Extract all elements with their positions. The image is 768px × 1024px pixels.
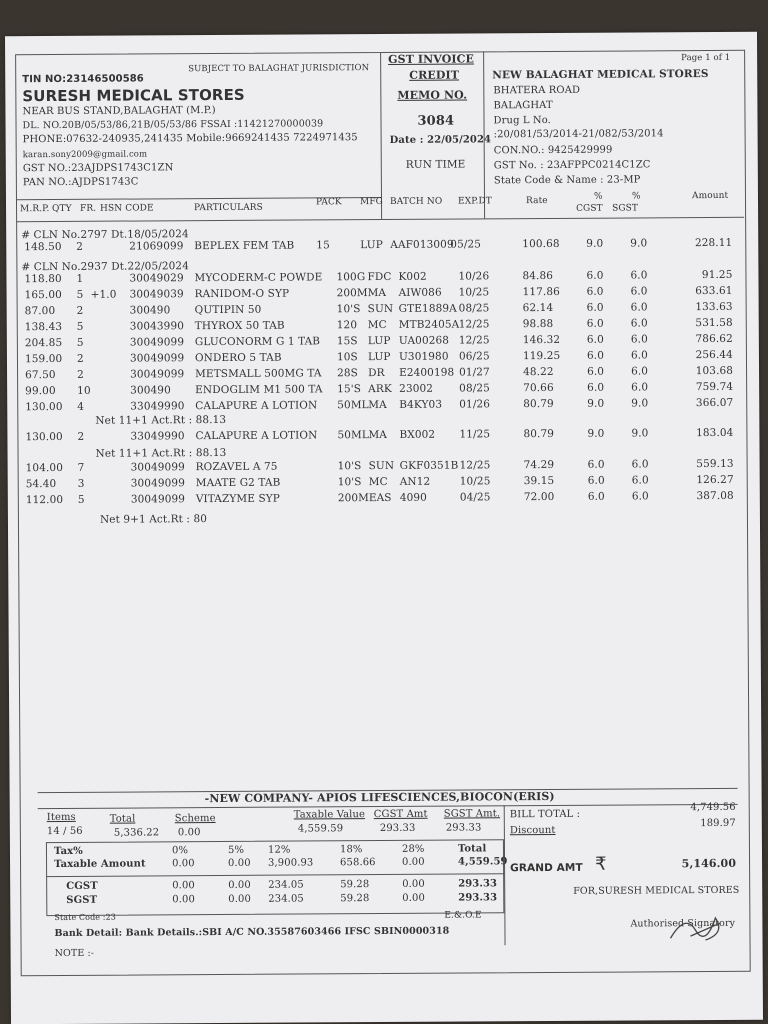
cell-exp: 12/25 — [458, 334, 490, 347]
cell-mfg: LUP — [367, 350, 391, 364]
cell-cgst: 9.0 — [587, 427, 605, 440]
cell-pack: 50ML — [337, 429, 369, 442]
cell-cgst: 6.0 — [587, 490, 605, 503]
cell-mrp: 204.85 — [24, 336, 63, 350]
cell-mrp: 99.00 — [25, 385, 56, 398]
cell-amount: 133.63 — [695, 300, 733, 314]
bank-detail: Bank Detail: Bank Details.:SBI A/C NO.35587603466 IFSC SBIN0000318 — [54, 925, 450, 940]
cell-qty: 5 — [76, 336, 84, 349]
cell-mrp: 138.43 — [24, 320, 63, 334]
cell-amount: 256.44 — [695, 348, 733, 362]
col-hsn: HSN CODE — [100, 203, 154, 214]
cell-hsn: 30049039 — [129, 288, 184, 301]
cell-name: GLUCONORM G 1 TAB — [194, 335, 321, 349]
cell-batch: UA00268 — [398, 334, 450, 347]
net-rate-note-1: Net 11+1 Act.Rt : 88.13 — [95, 413, 227, 427]
tax-rate-cell: 12% — [267, 844, 291, 856]
cell-exp: 10/26 — [458, 270, 490, 283]
cell-cgst: 6.0 — [587, 381, 605, 394]
cell-name: CALAPURE A LOTION — [195, 429, 318, 443]
cell-sgst: 6.0 — [630, 269, 648, 282]
cell-sgst: 9.0 — [631, 427, 649, 440]
eoe: E.&.O.E — [444, 910, 482, 921]
cell-batch: GKF0351B — [399, 459, 459, 472]
state-code: State Code & Name : 23-MP — [493, 174, 641, 187]
cell-qty: 5 — [77, 493, 85, 506]
col-qty: QTY — [52, 203, 72, 215]
cgst-amt: 293.33 — [379, 822, 416, 835]
cell-pack: 15S — [336, 335, 358, 348]
contact-number: CON.NO.: 9425429999 — [493, 144, 613, 157]
label-grand-amount: GRAND AMT — [510, 861, 583, 875]
cell-pack: 200M — [337, 492, 370, 505]
cell-pack: 200M — [336, 287, 368, 300]
tax-sgst-cell: 234.05 — [268, 893, 304, 905]
cell-pack: 15'S — [337, 383, 362, 396]
cell-cgst: 6.0 — [586, 285, 604, 298]
scheme-value: 0.00 — [177, 827, 201, 839]
cell-batch: 4090 — [399, 491, 427, 504]
tax-rate-cell: Total — [457, 843, 487, 855]
label-cgst-amt: CGST Amt — [373, 808, 428, 821]
invoice-paper — [5, 32, 763, 1024]
cell-exp: 06/25 — [458, 350, 490, 363]
seller-address: NEAR BUS STAND,BALAGHAT (M.P.) — [22, 105, 216, 118]
gst-number: GST NO.:23AJDPS1743C1ZN — [22, 162, 174, 175]
cell-sgst: 6.0 — [630, 285, 648, 298]
cell-amount: 366.07 — [695, 396, 734, 410]
cell-name: RANIDOM-O SYP — [194, 287, 290, 301]
credit-label: CREDIT — [409, 68, 460, 82]
cell-name: METSMALL 500MG TA — [195, 367, 322, 381]
tax-rate-cell: 0% — [171, 845, 189, 857]
label-total: Total — [109, 813, 136, 825]
note-label: NOTE :- — [54, 947, 95, 960]
tax-taxable-cell: 3,900.93 — [268, 857, 314, 869]
cell-pack: 100G — [336, 271, 366, 284]
cell-exp: 10/25 — [458, 286, 490, 299]
cell-mrp: 54.40 — [25, 478, 57, 491]
cell-exp: 11/25 — [459, 428, 491, 441]
cell-hsn: 30049099 — [130, 461, 185, 474]
col-fr: FR. — [80, 203, 97, 214]
cell-mrp: 104.00 — [25, 461, 64, 475]
cell-mfg: MA — [367, 286, 387, 300]
cell-amount: 183.04 — [696, 426, 734, 440]
cell-pack: 10'S — [337, 460, 362, 473]
cell-mrp: 130.00 — [25, 400, 63, 414]
cell-rate: 98.88 — [522, 317, 554, 331]
label-bill-total: BILL TOTAL : — [509, 808, 581, 821]
cell-mfg: EAS — [368, 491, 392, 505]
cell-mfg: LUP — [367, 334, 391, 348]
cell-name: THYROX 50 TAB — [194, 319, 285, 333]
cell-hsn: 30049099 — [130, 477, 186, 490]
challan-2: # CLN No.2937 Dt.22/05/2024 — [21, 260, 190, 274]
cell-qty: 2 — [76, 352, 84, 365]
col-amount: Amount — [691, 190, 729, 202]
cell-mfg: DR — [368, 366, 385, 380]
cell-rate: 62.14 — [522, 301, 554, 315]
tax-cgst-cell: 59.28 — [340, 879, 370, 891]
cell-sgst: 6.0 — [631, 474, 649, 487]
cell-qty: 4 — [77, 400, 85, 413]
cell-mfg: SUN — [367, 302, 394, 316]
tax-taxable-cell: 4,559.59 — [458, 856, 508, 868]
cell-hsn: 30049099 — [130, 368, 185, 381]
total-value: 5,336.22 — [113, 827, 160, 839]
cell-pack: 50ML — [337, 399, 369, 412]
phone: PHONE:07632-240935,241435 Mobile:9669241435 7224971435 — [22, 132, 358, 146]
signature-scribble — [665, 908, 735, 948]
cell-exp: 12/25 — [458, 318, 490, 331]
cell-name: ROZAVEL A 75 — [195, 460, 278, 474]
cell-cgst: 6.0 — [587, 474, 605, 487]
tax-sgst-cell: 293.33 — [458, 892, 498, 904]
col-pack: PACK — [315, 197, 342, 208]
cell-sgst: 6.0 — [631, 365, 649, 378]
cell-cgst: 6.0 — [586, 349, 604, 362]
cell-rate: 48.22 — [523, 365, 554, 379]
cell-batch: MTB2405A — [398, 318, 460, 331]
cell-batch: U301980 — [398, 350, 449, 363]
cell-rate: 117.86 — [522, 285, 560, 299]
cell-name: ENDOGLIM M1 500 TA — [195, 383, 323, 397]
cell-amount: 387.08 — [696, 489, 734, 503]
tax-cgst-cell: 234.05 — [268, 879, 304, 891]
bill-total: 4,749.56 — [690, 801, 736, 814]
tin-number: TIN NO:23146500586 — [22, 73, 144, 86]
tax-rate-cell: 28% — [401, 843, 425, 855]
cell-mfg: MA — [368, 428, 388, 442]
cell-sgst: 6.0 — [631, 381, 649, 394]
col-cgst: CGST — [576, 203, 603, 214]
rupee-icon: ₹ — [594, 853, 607, 875]
tax-cgst-cell: 0.00 — [402, 878, 425, 890]
cell-rate: 39.15 — [523, 474, 555, 488]
cell-amount: 786.62 — [695, 332, 733, 346]
label-taxable: Taxable Value — [293, 809, 366, 821]
tax-cgst-cell: 293.33 — [458, 878, 498, 890]
cell-cgst: 6.0 — [587, 458, 605, 471]
cell-rate: 119.25 — [522, 349, 561, 363]
tax-taxable-cell: 0.00 — [402, 856, 425, 868]
label-sgst-amt: SGST Amt. — [443, 808, 501, 820]
cell-name: ONDERO 5 TAB — [194, 351, 282, 365]
cell-hsn: 33049990 — [130, 430, 185, 443]
cell-rate: 84.86 — [522, 269, 554, 283]
for-seller: FOR,SURESH MEDICAL STORES — [573, 884, 740, 897]
tax-rate-cell: 18% — [339, 844, 363, 856]
cell-name: CALAPURE A LOTION — [195, 399, 318, 413]
cell-pack: 28S — [337, 367, 358, 380]
cgst-row-label: CGST — [66, 880, 98, 892]
cell-sgst: 6.0 — [631, 490, 649, 503]
buyer-address-1: BHATERA ROAD — [493, 84, 581, 97]
cell-name: MYCODERM-C POWDE — [194, 271, 323, 285]
cell-hsn: 30049099 — [129, 352, 185, 365]
discount: 189.97 — [700, 817, 736, 830]
cell-exp: 04/25 — [459, 491, 491, 504]
cell-batch: AN12 — [399, 475, 431, 488]
col-cgst-pct: % — [593, 191, 603, 202]
col-particulars: PARTICULARS — [194, 202, 263, 214]
cell-free: +1.0 — [90, 288, 117, 301]
cell-exp: 01/27 — [459, 366, 490, 379]
company-note: -NEW COMPANY- APIOS LIFESCIENCES,BIOCON(ERIS) — [204, 789, 555, 806]
footer-state-code: State Code :23 — [54, 912, 116, 923]
col-sgst: SGST — [612, 203, 639, 214]
cell-name: VITAZYME SYP — [195, 492, 280, 506]
cell-exp: 12/25 — [459, 459, 491, 472]
cell-mfg: SUN — [368, 459, 395, 473]
cell-amount: 531.58 — [695, 316, 733, 330]
cell-amount: 126.27 — [696, 473, 734, 487]
cell-mrp: 165.00 — [24, 288, 62, 302]
cell-exp: 01/26 — [459, 398, 491, 411]
cell-amount: 633.61 — [695, 284, 733, 298]
jurisdiction: SUBJECT TO BALAGHAT JURISDICTION — [188, 63, 370, 75]
cell-qty: 5 — [76, 288, 84, 301]
cell-qty: 2 — [76, 304, 84, 317]
cell-mfg: ARK — [368, 382, 392, 396]
cell-sgst: 6.0 — [631, 458, 649, 471]
cell-hsn: 300490 — [130, 384, 171, 397]
cell-rate: 74.29 — [523, 458, 555, 472]
col-sgst-pct: % — [631, 191, 641, 202]
cell-mfg: FDC — [367, 270, 392, 284]
run-time-label: RUN TIME — [405, 158, 466, 171]
cell-hsn: 33049990 — [130, 400, 185, 413]
cell-exp: 08/25 — [458, 302, 490, 315]
table-row: 148.50 2 21069099 BEPLEX FEM TAB 15 LUP AAF013009 05/25 100.68 9.0 9.0 228.11 — [24, 236, 733, 254]
cell-cgst: 6.0 — [586, 269, 604, 282]
cell-qty: 7 — [77, 461, 85, 474]
cell-exp: 08/25 — [459, 382, 490, 395]
cell-cgst: 6.0 — [586, 301, 604, 314]
cell-cgst: 6.0 — [586, 317, 604, 330]
label-items: Items — [46, 811, 76, 824]
cell-hsn: 30049099 — [130, 493, 186, 506]
cell-mrp: 159.00 — [24, 352, 63, 366]
cell-amount: 103.68 — [695, 364, 734, 378]
cell-pack: 120 — [336, 319, 358, 332]
tax-sgst-cell: 0.00 — [402, 892, 425, 904]
cell-cgst: 9.0 — [587, 397, 605, 410]
cell-name: QUTIPIN 50 — [194, 303, 262, 317]
tax-taxable-cell: 658.66 — [340, 857, 376, 869]
tax-sgst-cell: 0.00 — [172, 894, 195, 906]
invoice-type: GST INVOICE — [388, 52, 475, 66]
taxable-value: 4,559.59 — [297, 823, 344, 835]
cell-rate: 80.79 — [523, 427, 555, 441]
net-rate-note-3: Net 9+1 Act.Rt : 80 — [99, 513, 208, 526]
cell-batch: BX002 — [399, 428, 436, 441]
tax-cgst-cell: 0.00 — [172, 880, 195, 892]
cell-mfg: MA — [368, 398, 387, 412]
label-discount: Discount — [509, 824, 556, 837]
cell-batch: K002 — [398, 270, 427, 283]
cell-sgst: 9.0 — [631, 397, 649, 410]
challan-1: # CLN No.2797 Dt.18/05/2024 — [21, 228, 189, 242]
sgst-row-label: SGST — [66, 894, 98, 906]
dl-number: DL. NO.20B/05/53/86,21B/05/53/86 FSSAI :11421270000039 — [22, 118, 324, 132]
seller-name: SURESH MEDICAL STORES — [22, 85, 245, 106]
col-exp: EXP.DT — [457, 196, 492, 207]
col-batch: BATCH NO — [389, 196, 443, 207]
tax-sgst-cell: 0.00 — [228, 893, 251, 905]
email: karan.sony2009@gmail.com — [22, 149, 148, 161]
drug-license-number: :20/081/53/2014-21/082/53/2014 — [493, 128, 664, 141]
sgst-amt: 293.33 — [445, 822, 482, 834]
cell-hsn: 30049029 — [129, 272, 184, 285]
pan-number: PAN NO.:AJDPS1743C — [22, 176, 139, 189]
tax-taxable-cell: 0.00 — [228, 857, 251, 869]
cell-mrp: 130.00 — [25, 430, 63, 444]
invoice-date: Date : 22/05/2024 — [389, 134, 492, 146]
buyer-gst: GST No. : 23AFPPC0214C1ZC — [493, 159, 651, 172]
cell-cgst: 6.0 — [587, 365, 605, 378]
cell-sgst: 6.0 — [630, 349, 648, 362]
cell-sgst: 6.0 — [630, 317, 648, 330]
col-rate: Rate — [525, 195, 548, 207]
tax-taxable-cell: 0.00 — [172, 858, 195, 870]
tax-rate-cell: 5% — [227, 844, 245, 856]
cell-batch: B4KY03 — [399, 398, 443, 411]
cell-sgst: 6.0 — [630, 301, 648, 314]
cell-hsn: 30043990 — [129, 320, 185, 333]
page-indicator: Page 1 of 1 — [681, 52, 731, 64]
cell-rate: 146.32 — [522, 333, 561, 347]
cell-qty: 2 — [77, 430, 85, 443]
cell-cgst: 6.0 — [586, 333, 604, 346]
cell-qty: 3 — [77, 477, 85, 490]
cell-pack: 10'S — [336, 303, 361, 316]
cell-qty: 10 — [77, 384, 91, 397]
items-count: 14 / 56 — [46, 825, 83, 838]
cell-qty: 2 — [77, 368, 84, 381]
cell-mfg: MC — [367, 318, 387, 332]
cell-mrp: 118.80 — [24, 272, 62, 286]
net-rate-note-2: Net 11+1 Act.Rt : 88.13 — [95, 446, 227, 460]
cell-rate: 72.00 — [523, 490, 555, 504]
label-scheme: Scheme — [174, 813, 216, 825]
cell-exp: 10/25 — [459, 475, 491, 488]
col-mfg: MFG — [359, 197, 383, 208]
cell-mfg: MC — [368, 475, 388, 489]
cell-amount: 559.13 — [696, 457, 734, 471]
cell-rate: 70.66 — [523, 381, 554, 395]
buyer-name: NEW BALAGHAT MEDICAL STORES — [492, 68, 709, 82]
cell-batch: E2400198 — [399, 366, 455, 379]
cell-batch: GTE1889A — [398, 302, 457, 315]
drug-license-label: Drug L No. — [493, 114, 551, 127]
cell-name: MAATE G2 TAB — [195, 476, 281, 490]
cell-batch: 23002 — [399, 382, 434, 395]
cell-batch: AIW086 — [398, 286, 442, 299]
memo-number: 3084 — [417, 113, 455, 129]
cell-pack: 10'S — [337, 476, 362, 489]
cell-pack: 10S — [336, 351, 358, 364]
cell-sgst: 6.0 — [630, 333, 648, 346]
cell-qty: 5 — [76, 320, 84, 333]
cell-amount: 91.25 — [701, 268, 733, 282]
cell-rate: 80.79 — [523, 397, 554, 411]
tax-pct-label: Tax% — [53, 845, 83, 858]
authorised-signatory: Authorised Signatory — [630, 917, 736, 930]
tax-cgst-cell: 0.00 — [228, 879, 251, 891]
cell-amount: 759.74 — [695, 380, 734, 394]
grand-amount: 5,146.00 — [681, 856, 737, 871]
cell-mrp: 112.00 — [25, 493, 64, 507]
taxable-amount-label: Taxable Amount — [54, 858, 146, 871]
col-mrp: M.R.P. — [20, 204, 50, 215]
memo-label: MEMO NO. — [397, 88, 468, 102]
cell-hsn: 30049099 — [129, 336, 185, 349]
cell-mrp: 87.00 — [24, 305, 56, 318]
buyer-address-2: BALAGHAT — [493, 99, 553, 112]
cell-qty: 1 — [76, 272, 84, 285]
cell-mrp: 67.50 — [25, 369, 56, 382]
tax-sgst-cell: 59.28 — [340, 893, 370, 905]
cell-hsn: 300490 — [129, 304, 171, 317]
